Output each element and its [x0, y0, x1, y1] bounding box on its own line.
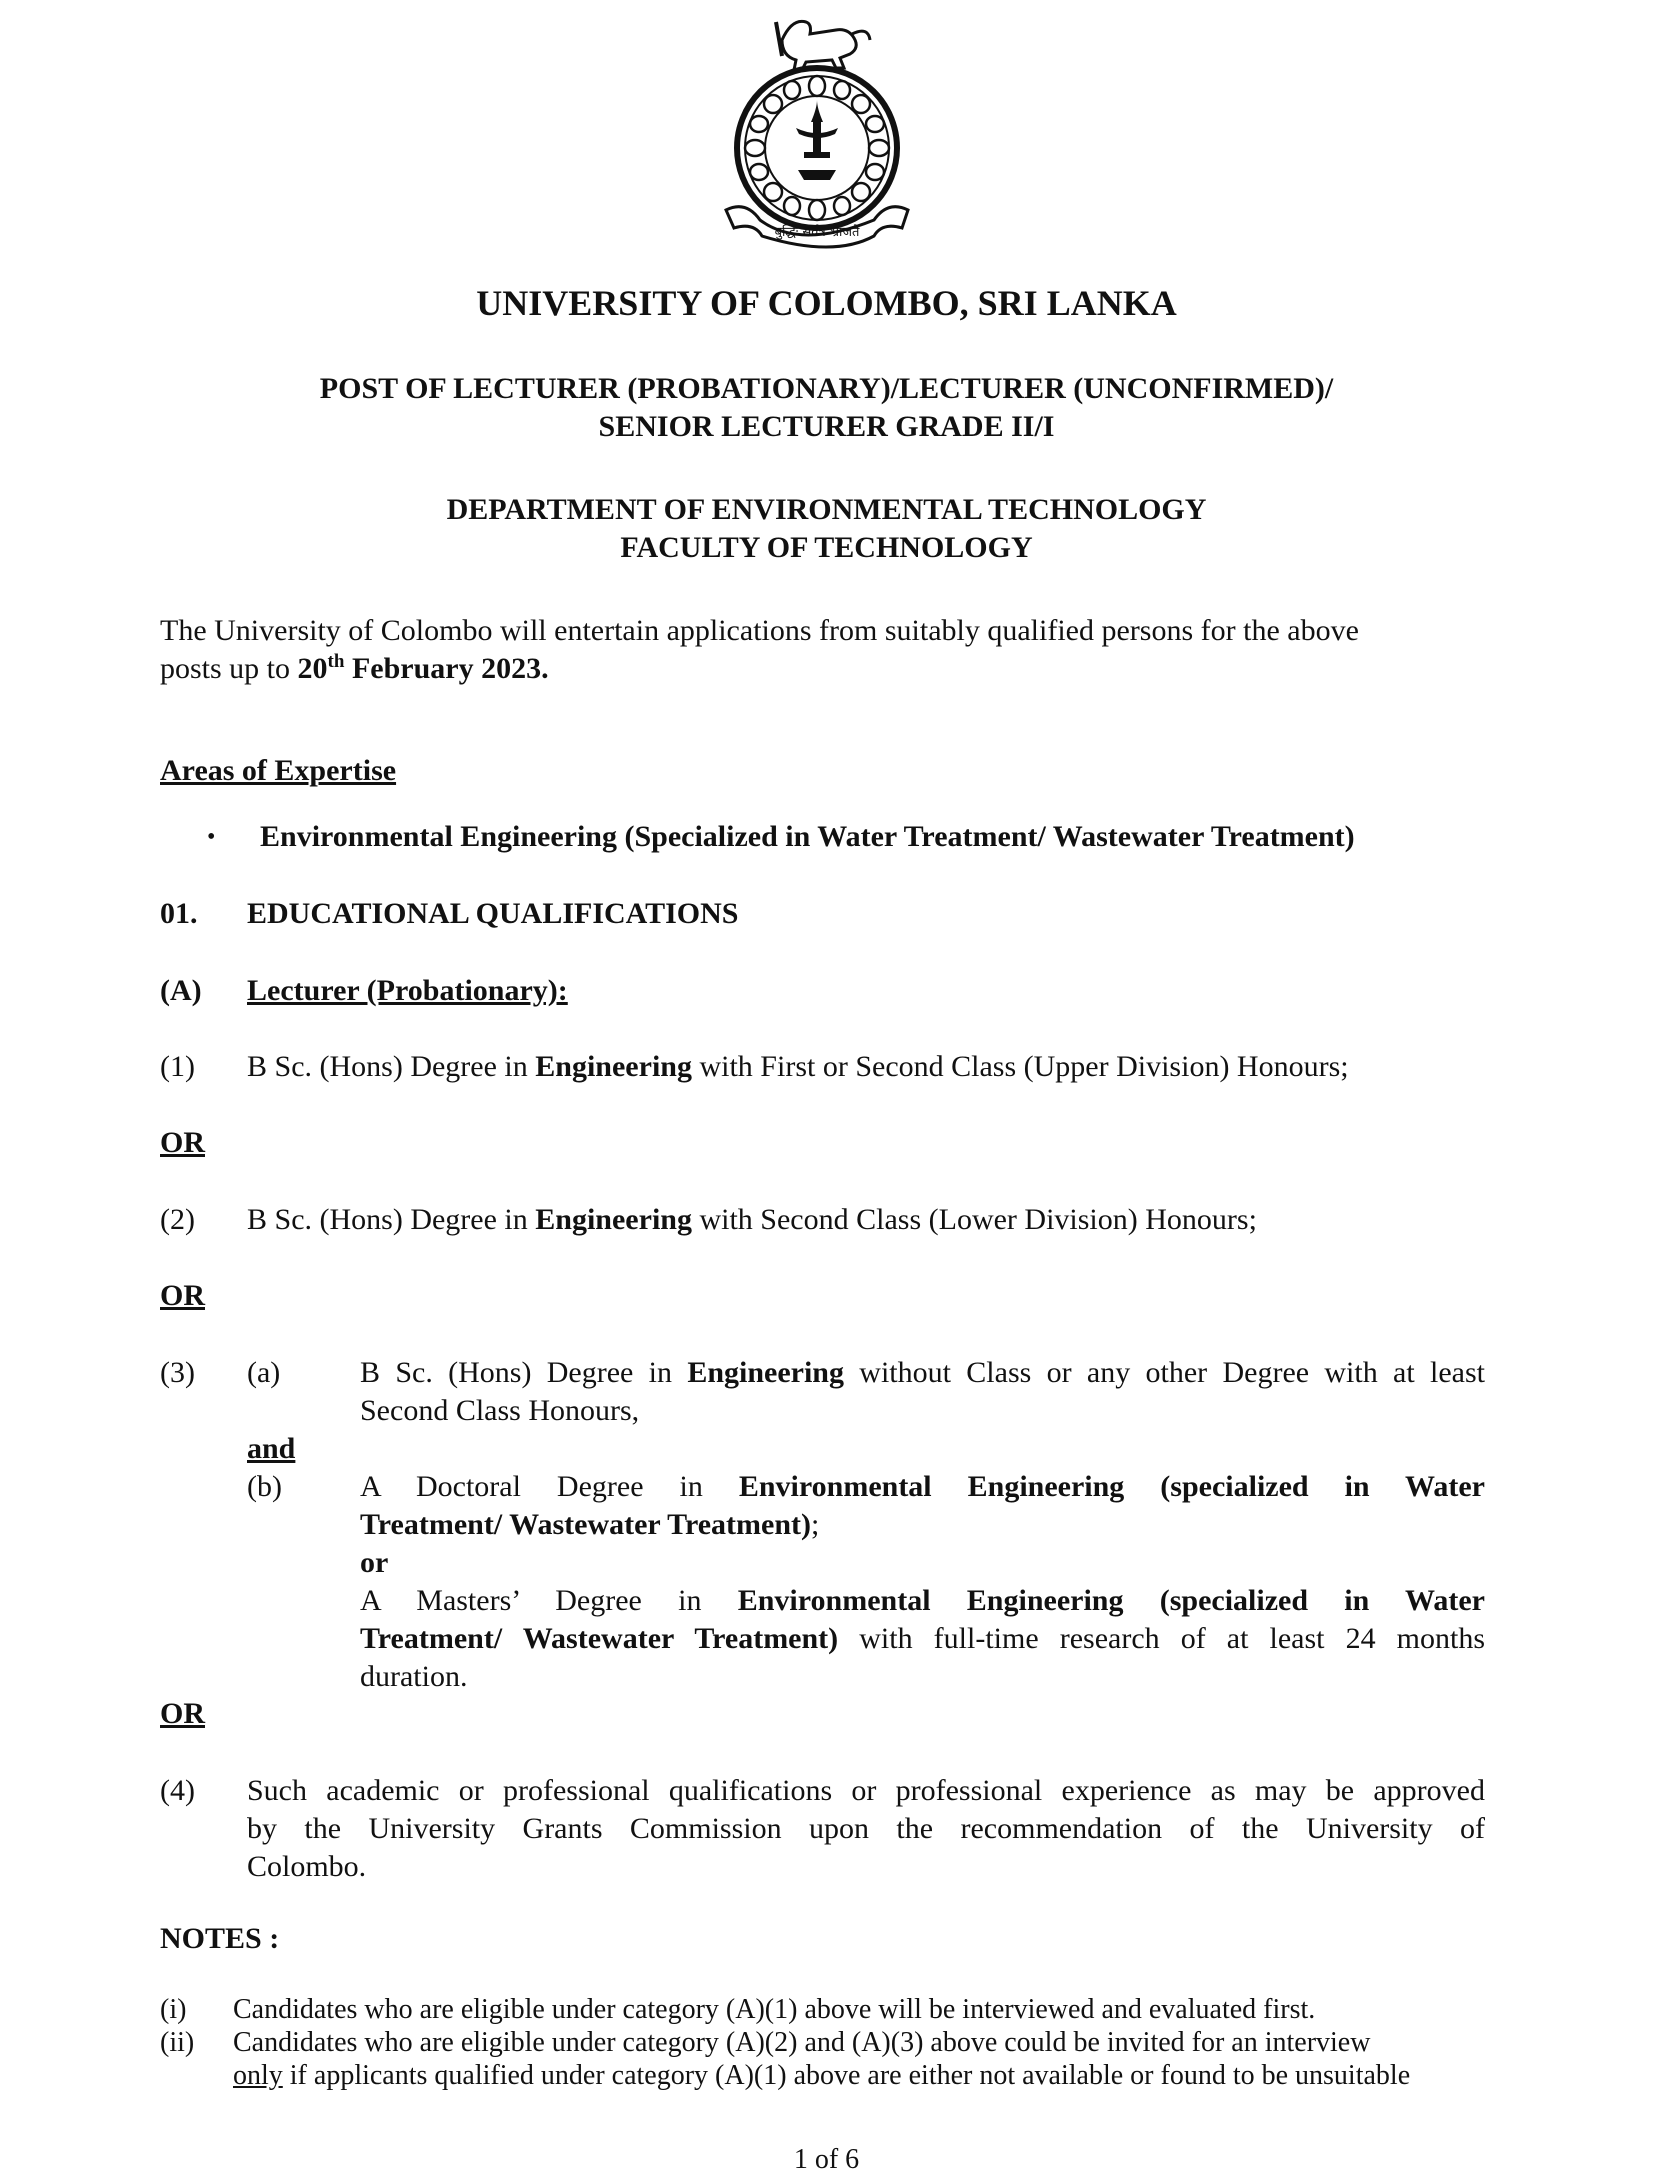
deadline-date: 20th February 2023. — [297, 651, 549, 685]
university-title: UNIVERSITY OF COLOMBO, SRI LANKA — [476, 283, 1177, 323]
post-title-line2: SENIOR LECTURER GRADE II/I — [598, 410, 1055, 443]
item-3a-label: (a) — [247, 1356, 281, 1389]
item-3b-label: (b) — [247, 1470, 282, 1503]
department-title: DEPARTMENT OF ENVIRONMENTAL TECHNOLOGY — [446, 493, 1207, 526]
note-i-text: Candidates who are eligible under category (A)(1) above will be interviewed and evaluated first. — [233, 1994, 1316, 2025]
item-3-number: (3) — [160, 1356, 195, 1389]
post-title-line1: POST OF LECTURER (PROBATIONARY)/LECTURER (UNCONFIRMED)/ — [319, 372, 1334, 405]
item-4-number: (4) — [160, 1774, 195, 1807]
note-ii-only: only — [233, 2060, 283, 2091]
notes-heading: NOTES : — [160, 1922, 280, 1955]
section-title: EDUCATIONAL QUALIFICATIONS — [247, 897, 739, 930]
intro-paragraph — [160, 612, 1485, 688]
subsection-label: (A) — [160, 974, 202, 1007]
areas-heading: Areas of Expertise — [160, 754, 397, 787]
item-3a-text: B Sc. (Hons) Degree in Engineering without Class or any other Degree with at least Second Class Honours, — [360, 1356, 1485, 1427]
subsection-title: Lecturer (Probationary): — [247, 974, 568, 1007]
crest-motto: बुद्धिः सर्वत्र भ्राजते — [774, 225, 860, 240]
intro-line2: posts up to 20th February 2023. — [160, 651, 549, 685]
and-connector: and — [247, 1432, 296, 1465]
item-1-text: B Sc. (Hons) Degree in Engineering with First or Second Class (Upper Division) Honours; — [247, 1050, 1349, 1083]
item-2-text: B Sc. (Hons) Degree in Engineering with Second Class (Lower Division) Honours; — [247, 1203, 1257, 1236]
university-crest-logo — [712, 10, 922, 262]
item-3b-text: A Doctoral Degree in Environmental Engineering (specialized in Water Treatment/ Wastewater Treatment); or A Masters’ Degree in Environmental Engineering (specialized in Water Treatment/ Wastewater Treatment) with full-time research of at least 24 months duration. — [360, 1470, 1486, 1693]
item-2-number: (2) — [160, 1203, 195, 1236]
item-1-number: (1) — [160, 1050, 195, 1083]
area-item: Environmental Engineering (Specialized in Water Treatment/ Wastewater Treatment) — [260, 820, 1355, 853]
note-ii-text: Candidates who are eligible under category (A)(2) and (A)(3) above could be invited for an interview only if applicants qualified under category (A)(1) above are either not available or found to be unsuitable — [233, 2027, 1411, 2091]
note-i-label: (i) — [160, 1994, 187, 2025]
intro-line1: The University of Colombo will entertain applications from suitably qualified persons for the above — [160, 614, 1359, 647]
page-number: 1 of 6 — [793, 2144, 860, 2175]
or-separator-1: OR — [160, 1126, 205, 1159]
bullet-icon: • — [207, 824, 216, 850]
or-separator-3: OR — [160, 1697, 205, 1730]
or-separator-2: OR — [160, 1279, 205, 1312]
faculty-title: FACULTY OF TECHNOLOGY — [620, 531, 1033, 564]
item-4-text: Such academic or professional qualifications or professional experience as may be approved by the University Grants Commission upon the recommendation of the University of Colombo. — [247, 1774, 1485, 1883]
or-inline: or — [360, 1546, 389, 1579]
note-ii-label: (ii) — [160, 2027, 195, 2058]
section-number: 01. — [160, 897, 198, 930]
